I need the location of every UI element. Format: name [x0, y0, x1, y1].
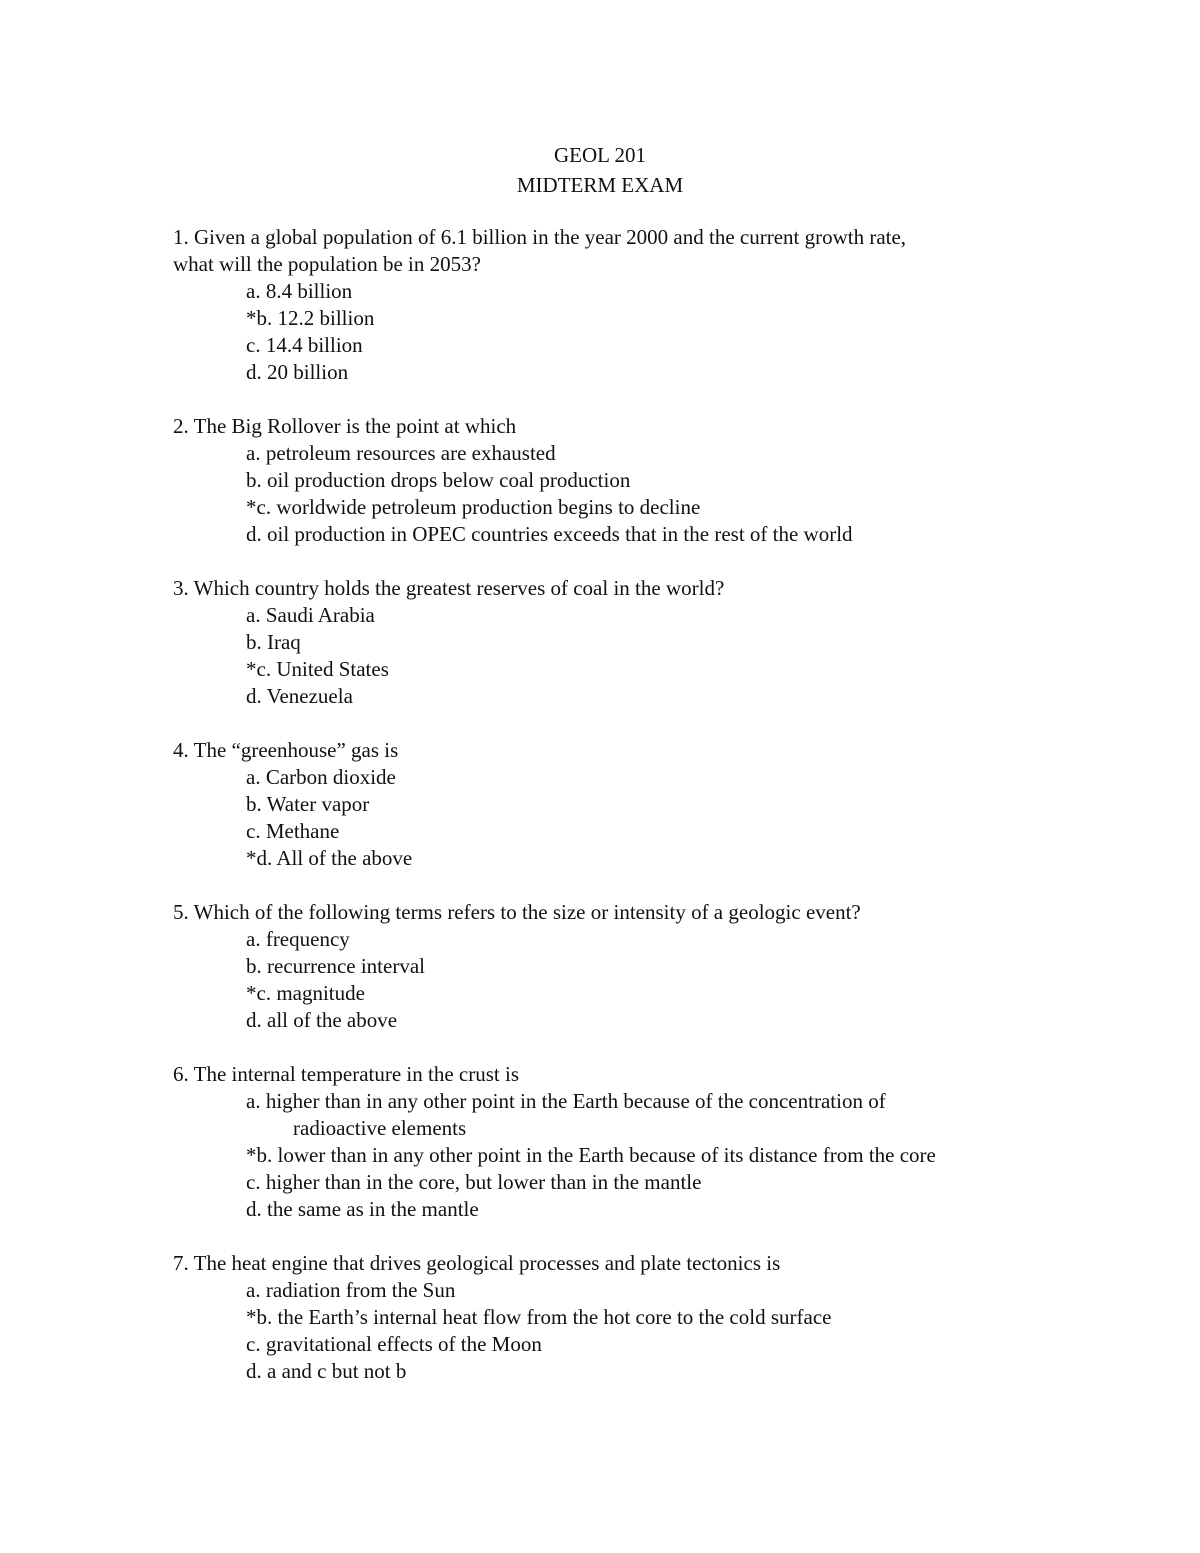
question-7 [173, 1250, 1073, 1385]
question-text: 7. The heat engine that drives geological processes and plate tectonics is [173, 1251, 781, 1275]
option-c: c. gravitational effects of the Moon [246, 1332, 542, 1356]
option-d: d. a and c but not b [246, 1359, 407, 1383]
option-a-text-continued: radioactive elements [293, 1116, 467, 1140]
option-b: *b. 12.2 billion [246, 306, 375, 330]
question-2 [173, 413, 1073, 548]
option-d: d. the same as in the mantle [246, 1197, 479, 1221]
option-c: c. higher than in the core, but lower than in the mantle [246, 1170, 702, 1194]
option-b: b. Iraq [246, 630, 301, 654]
exam-title: MIDTERM EXAM [516, 173, 684, 197]
option-c: c. Methane [246, 819, 340, 843]
option-a: a. Saudi Arabia [246, 603, 375, 627]
question-list [173, 224, 1073, 1412]
option-b: *b. the Earth’s internal heat flow from the hot core to the cold surface [246, 1305, 832, 1329]
question-text: 5. Which of the following terms refers to the size or intensity of a geologic event? [173, 900, 861, 924]
option-a: a. Carbon dioxide [246, 765, 396, 789]
question-1 [173, 224, 1073, 386]
option-b: *b. lower than in any other point in the Earth because of its distance from the core [246, 1143, 936, 1167]
option-b: b. recurrence interval [246, 954, 425, 978]
option-a [173, 1088, 1073, 1142]
question-5 [173, 899, 1073, 1034]
question-text: 4. The “greenhouse” gas is [173, 738, 399, 762]
option-c: *c. magnitude [246, 981, 365, 1005]
option-a: a. radiation from the Sun [246, 1278, 456, 1302]
exam-header [0, 140, 1200, 200]
option-d: *d. All of the above [246, 846, 413, 870]
question-3 [173, 575, 1073, 710]
question-4 [173, 737, 1073, 872]
question-text: 3. Which country holds the greatest reserves of coal in the world? [173, 576, 725, 600]
option-c: c. 14.4 billion [246, 333, 363, 357]
question-text-continued: what will the population be in 2053? [173, 252, 481, 276]
option-a-text: a. higher than in any other point in the Earth because of the concentration of [246, 1089, 886, 1113]
question-6 [173, 1061, 1073, 1223]
option-d: d. 20 billion [246, 360, 349, 384]
option-a: a. frequency [246, 927, 350, 951]
option-b: b. Water vapor [246, 792, 370, 816]
question-text: 6. The internal temperature in the crust is [173, 1062, 519, 1086]
option-c: *c. worldwide petroleum production begins to decline [246, 495, 701, 519]
option-b: b. oil production drops below coal production [246, 468, 631, 492]
question-text: 2. The Big Rollover is the point at which [173, 414, 517, 438]
option-a: a. 8.4 billion [246, 279, 353, 303]
course-title: GEOL 201 [554, 143, 646, 167]
option-d: d. Venezuela [246, 684, 353, 708]
option-a: a. petroleum resources are exhausted [246, 441, 556, 465]
option-d: d. oil production in OPEC countries exceeds that in the rest of the world [246, 522, 853, 546]
question-text: 1. Given a global population of 6.1 billion in the year 2000 and the current growth rate, [173, 225, 907, 249]
option-c: *c. United States [246, 657, 389, 681]
option-d: d. all of the above [246, 1008, 398, 1032]
